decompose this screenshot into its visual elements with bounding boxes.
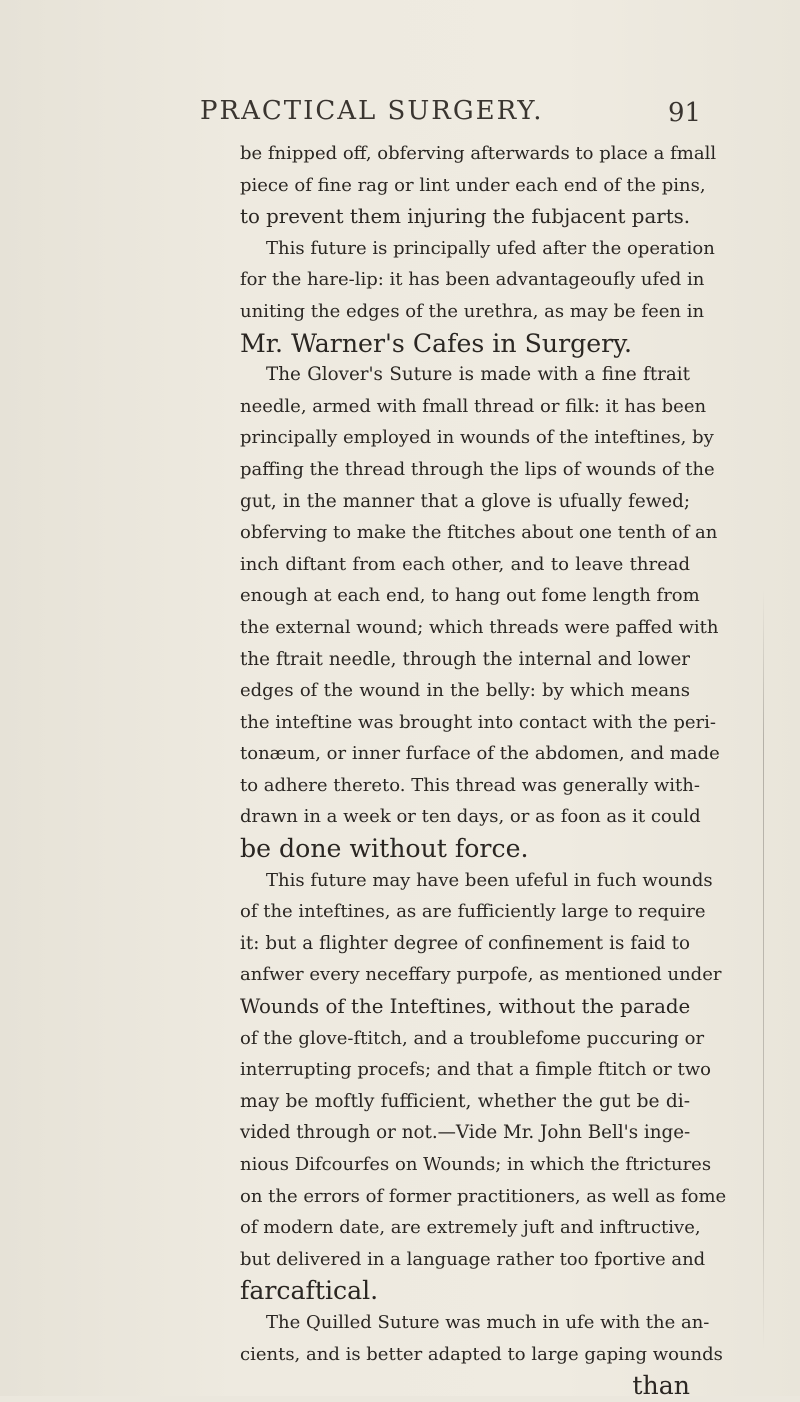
text-line: vided through or not.—Vide Mr. John Bell's inge- (240, 1122, 691, 1144)
text-line: The Glover's Suture is made with a fine ftrait (266, 364, 690, 386)
text-line: The Quilled Suture was much in ufe with the an- (266, 1311, 710, 1333)
text-line: tonæum, or inner furface of the abdomen, and made (240, 743, 720, 765)
page-number: 91 (668, 98, 702, 128)
text-line: anfwer every neceffary purpofe, as mentioned under (240, 964, 722, 986)
text-line: drawn in a week or ten days, or as foon as it could (240, 806, 701, 828)
text-line: principally employed in wounds of the inteftines, by (240, 427, 714, 449)
text-line: paffing the thread through the lips of wounds of the (240, 458, 715, 480)
page-edge-shadow (763, 590, 764, 1350)
text-line: to adhere thereto. This thread was generally with- (240, 774, 700, 796)
text-line: may be moftly fufficient, whether the gut be di- (240, 1090, 690, 1112)
text-line: piece of fine rag or lint under each end of the pins, (240, 174, 706, 196)
catchword: than (632, 1371, 690, 1401)
text-line: cients, and is better adapted to large gaping wounds (240, 1343, 723, 1365)
text-line: it: but a flighter degree of confinement is faid to (240, 932, 690, 954)
text-line: the ftrait needle, through the internal and lower (240, 648, 690, 670)
text-line: but delivered in a language rather too fportive and (240, 1248, 706, 1270)
body-text (240, 138, 727, 1402)
text-line: This future may have been ufeful in fuch wounds (266, 869, 713, 891)
text-line: edges of the wound in the belly: by which means (240, 680, 690, 702)
text-line: the inteftine was brought into contact with the peri- (240, 711, 716, 733)
text-line: to prevent them injuring the fubjacent parts. (240, 205, 691, 229)
text-line: obferving to make the ftitches about one tenth of an (240, 522, 718, 544)
text-line: inch diftant from each other, and to leave thread (240, 553, 690, 575)
text-line: nious Difcourfes on Wounds; in which the ftrictures (240, 1154, 712, 1175)
page-header (0, 96, 800, 136)
text-line: the external wound; which threads were paffed with (240, 616, 719, 638)
text-line: of the glove-ftitch, and a troublefome puccuring or (240, 1027, 705, 1049)
text-line: Mr. Warner's Cafes in Surgery. (240, 328, 633, 358)
text-line: interrupting procefs; and that a fimple ftitch or two (240, 1059, 711, 1081)
text-line: enough at each end, to hang out fome length from (240, 585, 700, 607)
running-title: PRACTICAL SURGERY. (200, 96, 544, 126)
text-line: be fnipped off, obferving afterwards to place a fmall (240, 143, 717, 164)
text-line: on the errors of former practitioners, as well as fome (240, 1185, 727, 1207)
text-line: needle, armed with fmall thread or filk: it has been (240, 395, 707, 417)
text-line: of modern date, are extremely juft and inftructive, (240, 1217, 701, 1239)
text-line: This future is principally ufed after the operation (266, 237, 715, 259)
text-line: Wounds of the Inteftines, without the parade (240, 995, 691, 1019)
text-line: farcaftical. (240, 1276, 379, 1306)
text-line: for the hare-lip: it has been advantageoufly ufed in (240, 269, 705, 291)
text-line: of the inteftines, as are fufficiently large to require (240, 901, 706, 923)
text-line: be done without force. (240, 834, 529, 864)
text-line: uniting the edges of the urethra, as may be feen in (240, 300, 705, 322)
text-line: gut, in the manner that a glove is ufually fewed; (240, 490, 690, 512)
